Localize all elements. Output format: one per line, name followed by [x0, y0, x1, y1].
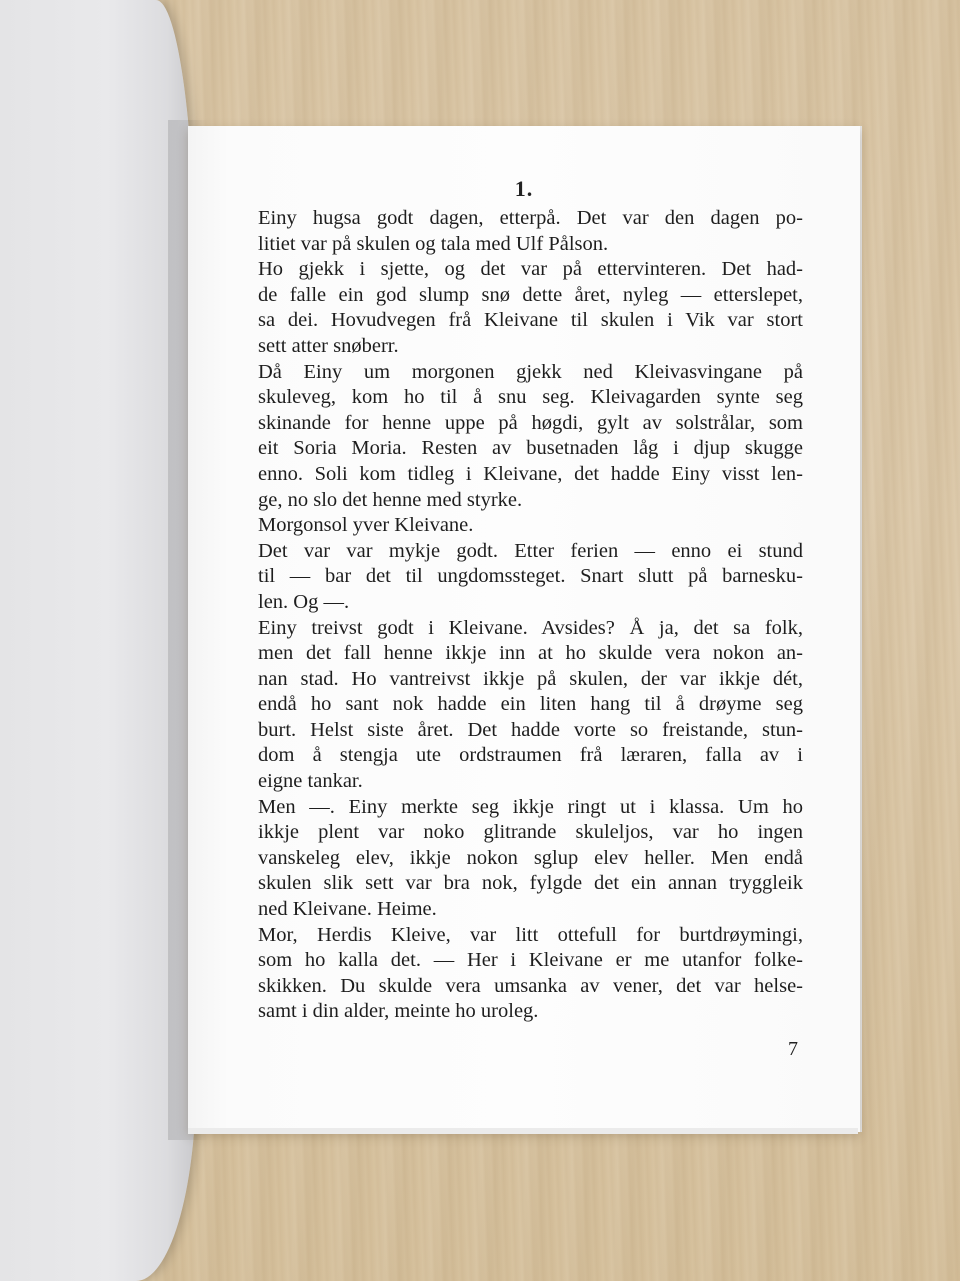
text-line: Ho gjekk i sjette, og det var på ettervinteren. Det had-	[258, 258, 803, 281]
text-line: Mor, Herdis Kleive, var litt ottefull for burtdrøymingi,	[258, 923, 803, 946]
text-line: samt i din alder, meinte ho uroleg.	[258, 1000, 539, 1023]
text-line: eit Soria Moria. Resten av busetnaden låg i djup skugge	[258, 437, 803, 460]
text-line: ge, no slo det henne med styrke.	[258, 488, 523, 511]
text-line: Det var var mykje godt. Etter ferien — enno ei stund	[258, 539, 803, 562]
text-line: endå ho sant nok hadde ein liten hang til å drøyme seg	[258, 693, 803, 716]
body-text	[258, 206, 803, 1025]
text-line: dom å stengja ute ordstraumen frå læraren, falla av i	[258, 744, 803, 767]
page-edge	[188, 1128, 858, 1134]
text-line: Morgonsol yver Kleivane.	[258, 514, 474, 537]
text-line: litiet var på skulen og tala med Ulf Pålson.	[258, 232, 609, 255]
text-line: eigne tankar.	[258, 770, 363, 793]
text-line: sa dei. Hovudvegen frå Kleivane til skulen i Vik var stort	[258, 309, 803, 332]
text-line: nan stad. Ho vantreivst ikkje på skulen, der var ikkje dét,	[258, 667, 803, 690]
paragraph	[258, 795, 803, 923]
text-line: sett atter snøberr.	[258, 334, 399, 357]
page-number: 7	[788, 1038, 798, 1060]
paragraph	[258, 616, 803, 795]
text-line: enno. Soli kom tidleg i Kleivane, det hadde Einy visst len-	[258, 462, 803, 485]
text-line: burt. Helst siste året. Det hadde vorte so freistande, stun-	[258, 718, 803, 741]
book-page	[188, 126, 860, 1132]
paragraph	[258, 513, 803, 539]
text-line: skinande for henne uppe på høgdi, gylt av solstrålar, som	[258, 411, 803, 434]
text-line: len. Og —.	[258, 590, 350, 613]
paragraph	[258, 539, 803, 616]
text-line: ned Kleivane. Heime.	[258, 898, 437, 921]
text-line: ikkje plent var noko glitrande skuleljos, var ho ingen	[258, 821, 803, 844]
left-page	[0, 0, 196, 1281]
text-line: skuleveg, kom ho til å snu seg. Kleivagarden synte seg	[258, 386, 803, 409]
text-line: Då Einy um morgonen gjekk ned Kleivasvingane på	[258, 360, 803, 383]
text-line: Einy treivst godt i Kleivane. Avsides? Å ja, det sa folk,	[258, 616, 803, 639]
text-line: skulen slik sett var bra nok, fylgde det ein annan tryggleik	[258, 872, 803, 895]
text-line: vanskeleg elev, ikkje nokon sglup elev heller. Men endå	[258, 846, 803, 869]
text-line: skikken. Du skulde vera umsanka av vener, det var helse-	[258, 974, 803, 997]
paragraph	[258, 206, 803, 257]
paragraph	[258, 360, 803, 514]
text-line: som ho kalla det. — Her i Kleivane er me utanfor folke-	[258, 949, 803, 972]
paragraph	[258, 923, 803, 1025]
paragraph	[258, 257, 803, 359]
text-line: Einy hugsa godt dagen, etterpå. Det var den dagen po-	[258, 207, 803, 229]
text-line: Men —. Einy merkte seg ikkje ringt ut i klassa. Um ho	[258, 795, 803, 818]
text-line: men det fall henne ikkje inn at ho skulde vera nokon an-	[258, 642, 803, 665]
text-line: de falle ein god slump snø dette året, nyleg — etterslepet,	[258, 283, 803, 306]
text-line: til — bar det til ungdomssteget. Snart slutt på barnesku-	[258, 565, 803, 588]
chapter-number: 1.	[514, 176, 534, 201]
